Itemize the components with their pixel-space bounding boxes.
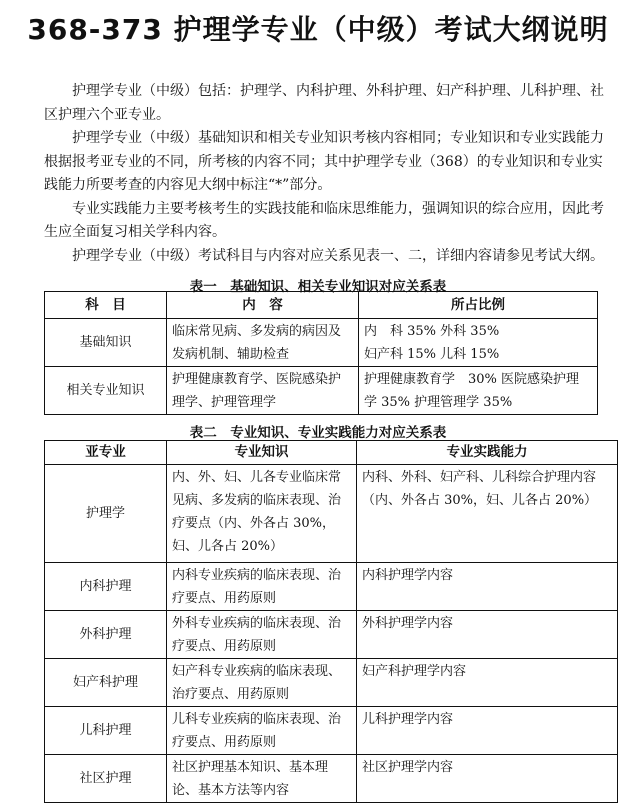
table2-knowledge-cell: 社区护理基本知识、基本理论、基本方法等内容 bbox=[167, 755, 357, 803]
table2-header-knowledge: 专业知识 bbox=[167, 441, 357, 465]
table2-practice-cell: 内科、外科、妇产科、儿科综合护理内容（内、外各占 30%，妇、儿各占 20%） bbox=[357, 465, 618, 563]
ratio-line: 妇产科 15% 儿科 15% bbox=[364, 346, 500, 362]
table2-subspecialty-cell: 妇产科护理 bbox=[45, 659, 167, 707]
intro-paragraph: 护理学专业（中级）包括：护理学、内科护理、外科护理、妇产科护理、儿科护理、社区护理六个亚专业。 bbox=[44, 83, 604, 123]
table1-subject-cell: 相关专业知识 bbox=[45, 367, 167, 415]
table2-subspecialty-cell: 儿科护理 bbox=[45, 707, 167, 755]
table2-practice-cell: 外科护理学内容 bbox=[357, 611, 618, 659]
intro-text bbox=[44, 80, 604, 268]
table2-knowledge-cell: 儿科专业疾病的临床表现、治疗要点、用药原则 bbox=[167, 707, 357, 755]
table-row bbox=[45, 707, 618, 755]
table1-caption: 表一 基础知识、相关专业知识对应关系表 bbox=[189, 279, 447, 295]
table2-header-practice: 专业实践能力 bbox=[357, 441, 618, 465]
table2-header-row bbox=[45, 441, 618, 465]
table1-header-subject: 科 目 bbox=[45, 292, 167, 319]
table-row bbox=[45, 319, 598, 367]
table1 bbox=[44, 291, 598, 415]
table2-knowledge-cell: 妇产科专业疾病的临床表现、治疗要点、用药原则 bbox=[167, 659, 357, 707]
table2-practice-cell: 妇产科护理学内容 bbox=[357, 659, 618, 707]
ratio-line: 内 科 35% 外科 35% bbox=[364, 323, 500, 339]
page-title: 368-373 护理学专业（中级）考试大纲说明 bbox=[27, 13, 609, 46]
table2-practice-cell: 内科护理学内容 bbox=[357, 563, 618, 611]
table2-practice-cell: 社区护理学内容 bbox=[357, 755, 618, 803]
table-row bbox=[45, 659, 618, 707]
table2-subspecialty-cell: 护理学 bbox=[45, 465, 167, 563]
intro-paragraph: 专业实践能力主要考核考生的实践技能和临床思维能力，强调知识的综合应用，因此考生应全面复习相关学科内容。 bbox=[44, 200, 604, 240]
table1-ratio-cell bbox=[359, 319, 598, 367]
table-row bbox=[45, 465, 618, 563]
table2-subspecialty-cell: 社区护理 bbox=[45, 755, 167, 803]
table1-header-content: 内 容 bbox=[167, 292, 359, 319]
table1-header-row bbox=[45, 292, 598, 319]
table2-caption: 表二 专业知识、专业实践能力对应关系表 bbox=[189, 425, 447, 441]
intro-paragraph: 护理学专业（中级）基础知识和相关专业知识考核内容相同；专业知识和专业实践能力根据报考亚专业的不同，所考核的内容不同；其中护理学专业（368）的专业知识和专业实践能力所要考查的内容见大纲中标注“*”部分。 bbox=[44, 130, 604, 193]
table2-knowledge-cell: 外科专业疾病的临床表现、治疗要点、用药原则 bbox=[167, 611, 357, 659]
table2-knowledge-cell: 内、外、妇、儿各专业临床常见病、多发病的临床表现、治疗要点（内、外各占 30%，妇、儿各占 20%） bbox=[167, 465, 357, 563]
table1-content-cell: 护理健康教育学、医院感染护理学、护理管理学 bbox=[167, 367, 359, 415]
table2-subspecialty-cell: 外科护理 bbox=[45, 611, 167, 659]
table2-header-subspecialty: 亚专业 bbox=[45, 441, 167, 465]
table1-ratio-cell: 护理健康教育学 30% 医院感染护理学 35% 护理管理学 35% bbox=[359, 367, 598, 415]
table1-header-ratio: 所占比例 bbox=[359, 292, 598, 319]
table1-subject-cell: 基础知识 bbox=[45, 319, 167, 367]
table-row bbox=[45, 563, 618, 611]
table1-content-cell: 临床常见病、多发病的病因及发病机制、辅助检查 bbox=[167, 319, 359, 367]
table2-knowledge-cell: 内科专业疾病的临床表现、治疗要点、用药原则 bbox=[167, 563, 357, 611]
table2-practice-cell: 儿科护理学内容 bbox=[357, 707, 618, 755]
table-row bbox=[45, 367, 598, 415]
table-row bbox=[45, 755, 618, 803]
intro-paragraph: 护理学专业（中级）考试科目与内容对应关系见表一、二，详细内容请参见考试大纲。 bbox=[72, 247, 604, 264]
table2 bbox=[44, 440, 618, 803]
table2-subspecialty-cell: 内科护理 bbox=[45, 563, 167, 611]
table-row bbox=[45, 611, 618, 659]
